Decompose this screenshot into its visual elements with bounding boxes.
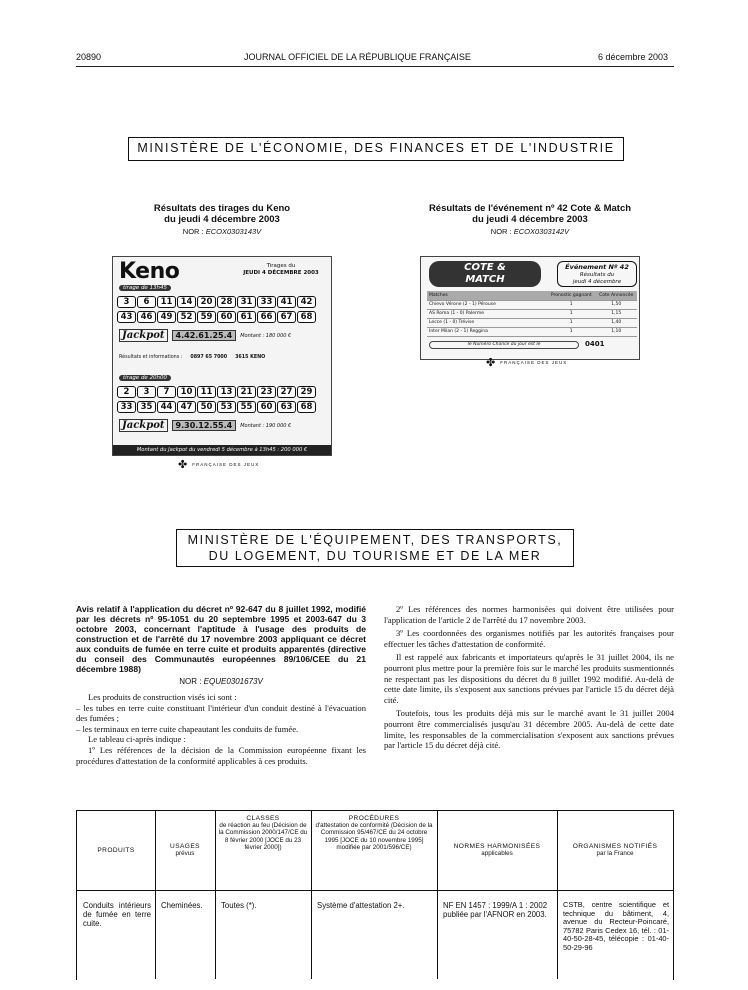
keno-number: 68 [297, 311, 316, 323]
th-sub: d'attestation de conformité (Décision de la Commission 95/467/CE du 24 octobre 1995 [JOCE du 10 novembre 1995] modifiée par 2001/596/CE) [315, 822, 433, 851]
column-divider [437, 811, 438, 979]
ministry-equipement-line1: MINISTÈRE DE L'ÉQUIPEMENT, DES TRANSPORTS, [187, 533, 563, 547]
logo-line2: MATCH [465, 274, 505, 285]
cote-match-logo [429, 261, 541, 287]
cell-organismes: CSTB, centre scientifique et technique du bâtiment, 4, avenue du Recteur-Poincaré, 75782 Paris Cedex 16, tél. : 01-40-50-28-45, télécopie : 01-40-50-29-96 [563, 900, 669, 952]
clover-icon: ✤ [178, 459, 189, 471]
table-row [427, 300, 637, 309]
cote-heading [408, 203, 652, 236]
keno-number: 66 [257, 311, 276, 323]
column-divider [311, 811, 312, 979]
keno-title-line2: du jeudi 4 décembre 2003 [164, 214, 280, 225]
avis-nor [76, 677, 366, 686]
keno-ticket-image [112, 256, 332, 456]
nor-label: NOR : [179, 677, 202, 686]
cote-rows [427, 300, 637, 336]
th-organismes [559, 843, 671, 857]
clover-icon: ✤ [486, 357, 497, 369]
keno-number: 31 [237, 296, 256, 308]
col-pronostic: Pronostic gagnant [547, 291, 595, 300]
fdj-text: FRANÇAISE DES JEUX [192, 462, 260, 467]
ministry-equipement-box [176, 529, 574, 567]
keno-fdj-logo [178, 458, 259, 471]
avis-body-left [76, 692, 366, 766]
keno-heading [112, 203, 332, 236]
paragraph: 1º Les références de la décision de la Commission européenne fixant les procédures d'attestation de la conformité applicables à ces produits. [76, 744, 366, 766]
keno-number: 42 [297, 296, 316, 308]
th-text: CLASSES [246, 815, 280, 822]
nor-code: ECOX0303143V [205, 227, 262, 236]
th-text: NORMES HARMONISÉES [453, 843, 541, 850]
keno-number: 49 [157, 311, 176, 323]
cell-usages: Cheminées. [161, 901, 203, 910]
paragraph: 2º Les références des normes harmonisées qui doivent être utilisées pour l'application de l'article 2 de l'arrêté du 17 novembre 2003. [384, 604, 674, 625]
page-number: 20890 [76, 52, 102, 62]
keno-number: 23 [257, 386, 276, 398]
cell-prono: 1 [547, 327, 595, 336]
keno-number: 60 [257, 401, 276, 413]
keno-draw2-label: tirage de 20h00 [119, 375, 171, 381]
th-sub: par la France [596, 850, 634, 858]
keno-number: 68 [297, 401, 316, 413]
keno-number: 21 [237, 386, 256, 398]
event-title: Événement Nº 42 [565, 263, 629, 271]
cote-nor [408, 227, 652, 236]
keno-number: 61 [237, 311, 256, 323]
event-sub2: jeudi 4 décembre [572, 279, 622, 285]
th-text: PRODUITS [97, 847, 135, 854]
paragraph: – les terminaux en terre cuite chapeautant les conduits de fumée. [76, 723, 299, 734]
keno-number: 13 [217, 386, 236, 398]
cell-cote: 1,40 [595, 318, 637, 327]
keno-number: 63 [277, 401, 296, 413]
ministry-economie-box [128, 137, 624, 161]
column-divider [557, 811, 558, 979]
keno-draw1-label: tirage de 13h45 [119, 285, 171, 291]
nor-code: ECOX0303142V [513, 227, 570, 236]
cell-prono: 1 [547, 318, 595, 327]
cote-title-line1: Résultats de l'événement nº 42 Cote & Match [428, 203, 632, 214]
left-column [76, 604, 366, 769]
cell-cote: 1,50 [595, 300, 637, 309]
table-header-row [427, 291, 637, 300]
ministry-equipement-line2: DU LOGEMENT, DU TOURISME ET DE LA MER [208, 549, 542, 563]
keno-number: 67 [277, 311, 296, 323]
cell-prono: 1 [547, 300, 595, 309]
keno-number: 59 [197, 311, 216, 323]
cell-classes: Toutes (*). [221, 901, 257, 910]
column-divider [215, 811, 216, 979]
event-box [557, 261, 637, 287]
keno-number: 2 [117, 386, 136, 398]
keno-number: 3 [117, 296, 136, 308]
paragraph: Il est rappelé aux fabricants et importateurs qu'après le 31 juillet 2004, ils ne pourront plus mettre pour la première fois sur le marché les produits susmentionnés ne respectant pas les dispositions du décret du 8 juillet 1992 modifié. Au-delà de cette date limite, ils s'exposent aux sanctions prévues par l'article 15 du décret déjà cité. [384, 652, 674, 705]
fdj-text: FRANÇAISE DES JEUX [500, 360, 568, 365]
cell-cote: 1,15 [595, 309, 637, 318]
th-usages [157, 843, 213, 857]
event-sub1: Résultats du [579, 272, 615, 278]
chance-bar: le Numéro Chance du jour est le [429, 341, 579, 349]
cote-match-ticket-image [420, 256, 640, 360]
keno-number: 7 [157, 386, 176, 398]
keno-number: 47 [177, 401, 196, 413]
keno-number: 44 [157, 401, 176, 413]
right-column [384, 604, 674, 754]
keno-draw-date-line1: Tirages du [266, 263, 296, 269]
jackpot-word-2: Jackpot [119, 419, 168, 432]
th-text: ORGANISMES NOTIFIÉS [572, 843, 658, 850]
nor-label: NOR : [490, 227, 512, 236]
keno-number: 46 [137, 311, 156, 323]
info-minitel: 3615 KENO [235, 355, 266, 360]
th-normes [439, 843, 555, 857]
keno-number: 53 [217, 401, 236, 413]
info-phone: 0897 65 7000 [190, 355, 228, 360]
keno-info [119, 355, 265, 360]
jackpot1-amount: Montant : 180 000 € [240, 332, 292, 339]
paragraph: Les produits de construction visés ici sont : [88, 692, 237, 702]
keno-number: 35 [137, 401, 156, 413]
nor-code: EQUE0301673V [203, 677, 263, 686]
cell-match: Inter Milan (2 - 1) Reggina [427, 327, 547, 336]
keno-number: 10 [177, 386, 196, 398]
keno-number: 28 [217, 296, 236, 308]
keno-number: 43 [117, 311, 136, 323]
keno-number: 6 [137, 296, 156, 308]
keno-number: 52 [177, 311, 196, 323]
keno-number: 41 [277, 296, 296, 308]
th-produits [79, 847, 153, 854]
keno-number: 14 [177, 296, 196, 308]
keno-number: 55 [237, 401, 256, 413]
avis-title: Avis relatif à l'application du décret nº 92-647 du 8 juillet 1992, modifié par les décrets nº 95-1051 du 20 septembre 1995 et 2003-647 du 3 octobre 2003, concernant l'aptitude à l'usage des produits de construction et de l'arrêté du 17 novembre 2003 appliquant ce décret aux conduits de fumée en terre cuite et produits apparentés (directive du conseil des Communautés européennes 89/106/CEE du 21 décembre 1988) [76, 604, 366, 674]
conformity-table [76, 810, 674, 980]
keno-logo: Keno [119, 259, 180, 284]
cell-normes: NF EN 1457 : 1999/A 1 : 2002 publiée par l'AFNOR en 2003. [443, 901, 548, 919]
cell-cote: 1,10 [595, 327, 637, 336]
table-row [427, 309, 637, 318]
logo-line1: COTE & [464, 262, 506, 273]
ministry-economie-title: MINISTÈRE DE L'ÉCONOMIE, DES FINANCES ET DE L'INDUSTRIE [137, 141, 615, 155]
keno-number: 33 [117, 401, 136, 413]
cell-match: AS Roma (1 - 0) Palerme [427, 309, 547, 318]
col-matches: Matches [427, 291, 547, 300]
keno-draw2-row1 [117, 386, 316, 398]
keno-title-line1: Résultats des tirages du Keno [153, 203, 291, 214]
cote-fdj-logo [486, 356, 567, 369]
paragraph: Le tableau ci-après indique : [88, 734, 186, 745]
th-text: USAGES [170, 843, 200, 850]
cell-match: Lecce (1 - 0) Trévise [427, 318, 547, 327]
header-rule [76, 66, 674, 67]
chance-code: 0401 [585, 340, 605, 348]
cell-procedures: Système d'attestation 2+. [317, 901, 405, 910]
jackpot1-number: 4.42.61.25.4 [172, 330, 237, 341]
info-label: Résultats et informations : [119, 355, 183, 360]
th-classes [218, 815, 308, 851]
jackpot2-amount: Montant : 190 000 € [240, 422, 292, 429]
nor-label: NOR : [182, 227, 204, 236]
keno-draw-date [235, 263, 327, 277]
jackpot-word: Jackpot [119, 329, 168, 342]
journal-title: JOURNAL OFFICIEL DE LA RÉPUBLIQUE FRANÇAISE [244, 52, 471, 62]
keno-number: 20 [197, 296, 216, 308]
cote-title-line2: du jeudi 4 décembre 2003 [472, 214, 588, 225]
cell-produits: Conduits intérieurs de fumée en terre cuite. [83, 901, 151, 928]
col-cote: Cote Annoncée [595, 291, 637, 300]
jackpot2-number: 9.30.12.55.4 [172, 420, 237, 431]
issue-date: 6 décembre 2003 [598, 52, 669, 62]
keno-number: 27 [277, 386, 296, 398]
paragraph: – les tubes en terre cuite constituant l'intérieur d'un conduit destiné à l'évacuation des fumées ; [76, 702, 366, 724]
table-row [427, 327, 637, 336]
paragraph: Toutefois, tous les produits déjà mis sur le marché avant le 31 juillet 2004 pourront être commercialisés jusqu'au 31 décembre 2005. Au-delà de cette date limite, les responsables de la commercialisation s'exposent aux sanctions prévues par l'article 15 du décret déjà cité. [384, 708, 674, 751]
keno-number: 3 [137, 386, 156, 398]
keno-number: 11 [197, 386, 216, 398]
keno-jackpot2 [119, 419, 291, 432]
cell-prono: 1 [547, 309, 595, 318]
keno-number: 11 [157, 296, 176, 308]
paragraph: 3º Les coordonnées des organismes notifiés par les autorités françaises pour effectuer les tâches d'attestation de conformité. [384, 628, 674, 649]
th-procedures [314, 815, 434, 851]
keno-number: 50 [197, 401, 216, 413]
th-sub: de réaction au feu (Décision de la Commission 2000/147/CE du 8 février 2000 [JOCE du 23 février 2000]) [218, 822, 308, 851]
th-sub: applicables [481, 850, 513, 858]
th-sub: prévus [175, 850, 195, 858]
keno-number: 29 [297, 386, 316, 398]
keno-jackpot1 [119, 329, 291, 342]
keno-draw1-row2 [117, 311, 316, 323]
keno-draw-date-line2: JEUDI 4 DÉCEMBRE 2003 [243, 270, 319, 276]
keno-next-jackpot-band: Montant du Jackpot du vendredi 5 décembre à 13h45 : 200 000 € [113, 445, 331, 455]
keno-nor [112, 227, 332, 236]
keno-number: 60 [217, 311, 236, 323]
table-row [427, 318, 637, 327]
th-text: PROCÉDURES [348, 815, 400, 822]
column-divider [155, 811, 156, 979]
cell-match: Chievo Vérone (2 - 1) Pérouse [427, 300, 547, 309]
keno-draw1-row1 [117, 296, 316, 308]
keno-number: 33 [257, 296, 276, 308]
keno-draw2-row2 [117, 401, 316, 413]
cote-results-table [427, 291, 637, 337]
